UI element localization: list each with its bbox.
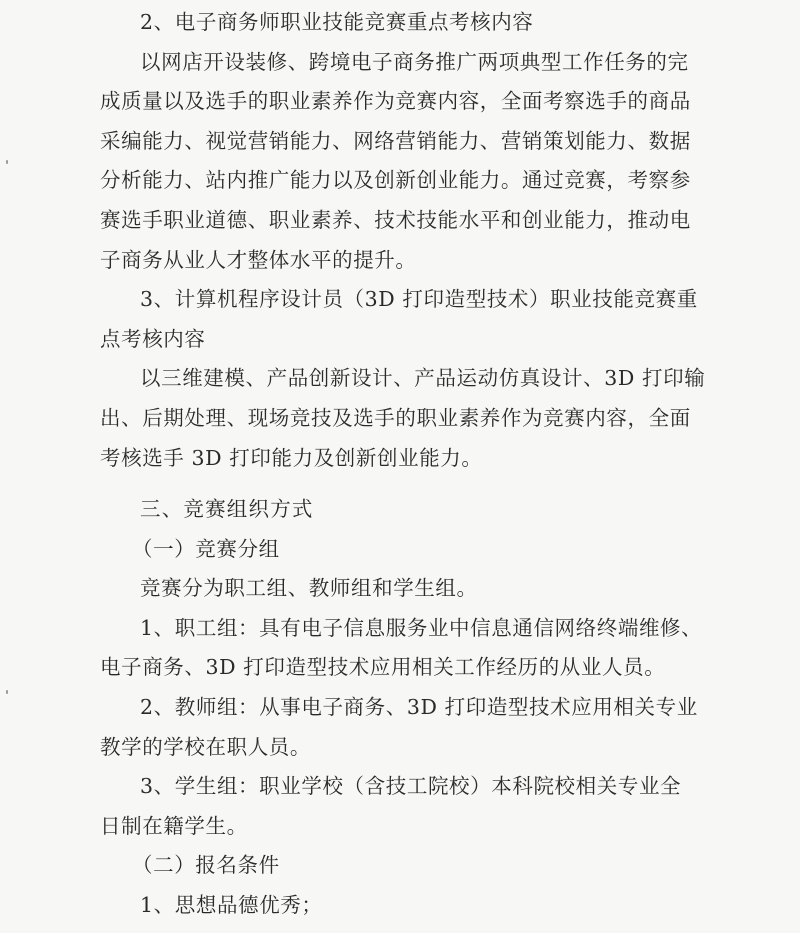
paragraph-line: 1、思想品德优秀； (140, 893, 323, 917)
paragraph-line: 出、后期处理、现场竞技及选手的职业素养作为竞赛内容，全面 (100, 406, 691, 430)
paragraph-line: 采编能力、视觉营销能力、网络营销能力、营销策划能力、数据 (100, 129, 691, 153)
paragraph-line: 3、学生组：职业学校（含技工院校）本科院校相关专业全 (140, 774, 682, 798)
paragraph-line: 教学的学校在职人员。 (100, 735, 311, 759)
paragraph-line: 竞赛分为职工组、教师组和学生组。 (140, 576, 478, 600)
paragraph-line: 2、教师组：从事电子商务、3D 打印造型技术应用相关专业 (140, 695, 698, 719)
section-item-2-heading: 2、电子商务师职业技能竞赛重点考核内容 (140, 10, 534, 34)
section-heading: 三、竞赛组织方式 (140, 497, 314, 521)
paragraph-line: 成质量以及选手的职业素养作为竞赛内容，全面考察选手的商品 (100, 89, 691, 113)
paragraph-line: 点考核内容 (100, 327, 206, 351)
paragraph-line: 以三维建模、产品创新设计、产品运动仿真设计、3D 打印输 (140, 366, 706, 390)
paragraph-line: 分析能力、站内推广能力以及创新创业能力。通过竞赛，考察参 (100, 168, 691, 192)
scan-speck (6, 690, 8, 694)
scan-speck (6, 160, 8, 164)
paragraph-line: 子商务从业人才整体水平的提升。 (100, 248, 417, 272)
paragraph-line: 考核选手 3D 打印能力及创新创业能力。 (100, 446, 483, 470)
paragraph-line: 电子商务、3D 打印造型技术应用相关工作经历的从业人员。 (100, 655, 666, 679)
paragraph-line: 赛选手职业道德、职业素养、技术技能水平和创业能力，推动电 (100, 208, 691, 232)
paragraph-line: 1、职工组：具有电子信息服务业中信息通信网络终端维修、 (140, 616, 703, 640)
subsection-heading: （二）报名条件 (132, 853, 280, 877)
paragraph-line: 日制在籍学生。 (100, 814, 248, 838)
subsection-heading: （一）竞赛分组 (132, 537, 280, 561)
paragraph-line: 以网店开设装修、跨境电子商务推广两项典型工作任务的完 (140, 50, 689, 74)
section-item-3-heading: 3、计算机程序设计员（3D 打印造型技术）职业技能竞赛重 (140, 287, 698, 311)
